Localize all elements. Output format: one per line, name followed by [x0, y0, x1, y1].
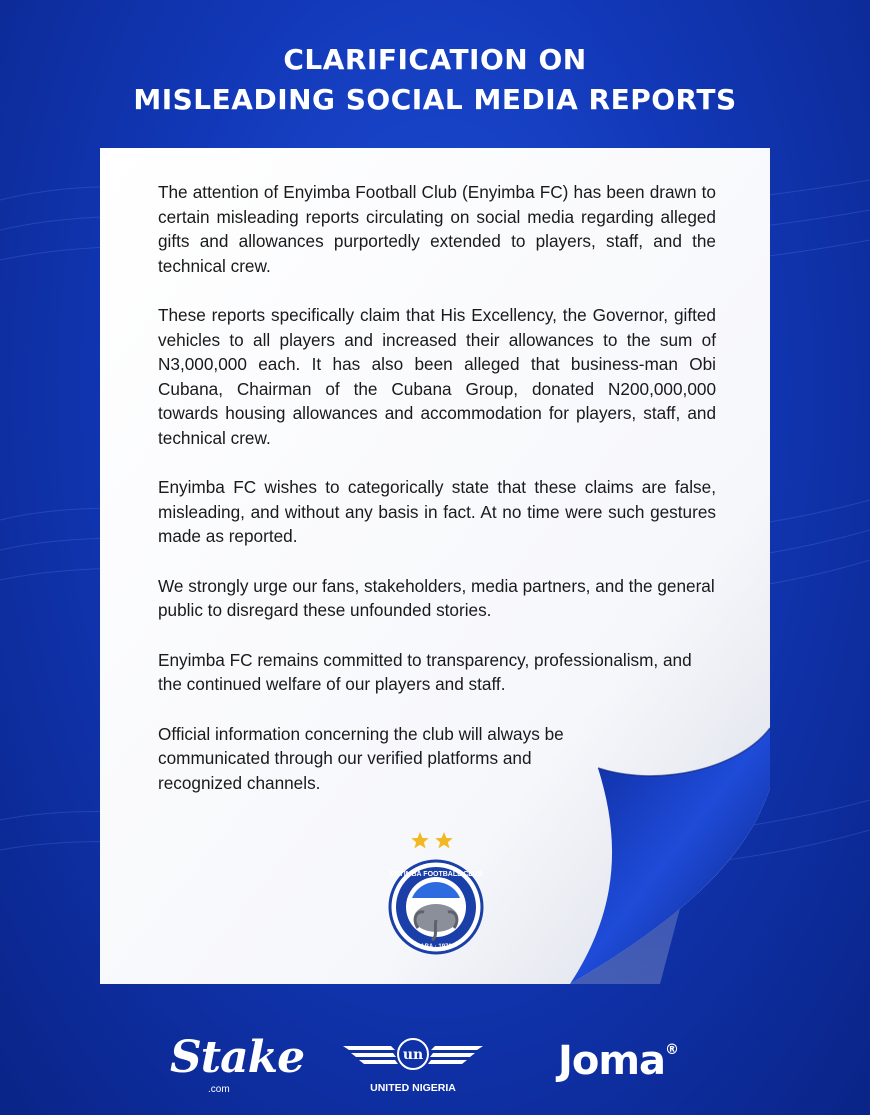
- sponsor-logos: [0, 1020, 870, 1110]
- joma-logo: [558, 1038, 678, 1084]
- stake-domain: .com: [208, 1084, 230, 1095]
- paragraph-3: Enyimba FC wishes to categorically state that these claims are false, misleading, and without any basis in fact. At no time were such gestures made as reported.: [158, 477, 716, 546]
- crest-name: ENYIMBA FOOTBALL CLUB: [389, 871, 483, 878]
- crest-motto: ABA · 1976: [420, 944, 452, 950]
- paragraph-6: Official information concerning the club will always be communicated through our verified platforms and recognized channels.: [158, 723, 564, 793]
- stake-logo: Stake: [170, 1032, 305, 1083]
- title-line-1: CLARIFICATION ON: [283, 43, 587, 76]
- united-nigeria-mark: un: [402, 1047, 424, 1063]
- title-line-2: MISLEADING SOCIAL MEDIA REPORTS: [133, 83, 737, 116]
- paragraph-2: These reports specifically claim that His Excellency, the Governor, gifted vehicles to all players and increased their allowances to the sum of N3,000,000 each. It has also been alleged that business-man Obi Cubana, Chairman of the Cubana Group, donated N200,000,000 towards housing allowances and accommodation for players, staff, and technical crew.: [158, 305, 716, 448]
- paragraph-1: The attention of Enyimba Football Club (Enyimba FC) has been drawn to certain misleading reports circulating on social media regarding alleged gifts and allowances purportedly extended to players, staff, and the technical crew.: [158, 182, 716, 276]
- united-nigeria-label: UNITED NIGERIA: [370, 1082, 456, 1094]
- joma-registered-mark: ®: [665, 1042, 679, 1058]
- crest-stars: [411, 832, 453, 848]
- paragraph-4: We strongly urge our fans, stakeholders, media partners, and the general public to disregard these unfounded stories.: [158, 575, 715, 620]
- club-crest: [386, 832, 486, 962]
- statement-body: [158, 180, 716, 820]
- joma-wordmark: Joma: [558, 1038, 666, 1084]
- page-title: [0, 40, 870, 120]
- paragraph-5: Enyimba FC remains committed to transparency, professionalism, and the continued welfare of our players and staff.: [158, 649, 692, 694]
- statement-paper: [100, 148, 770, 984]
